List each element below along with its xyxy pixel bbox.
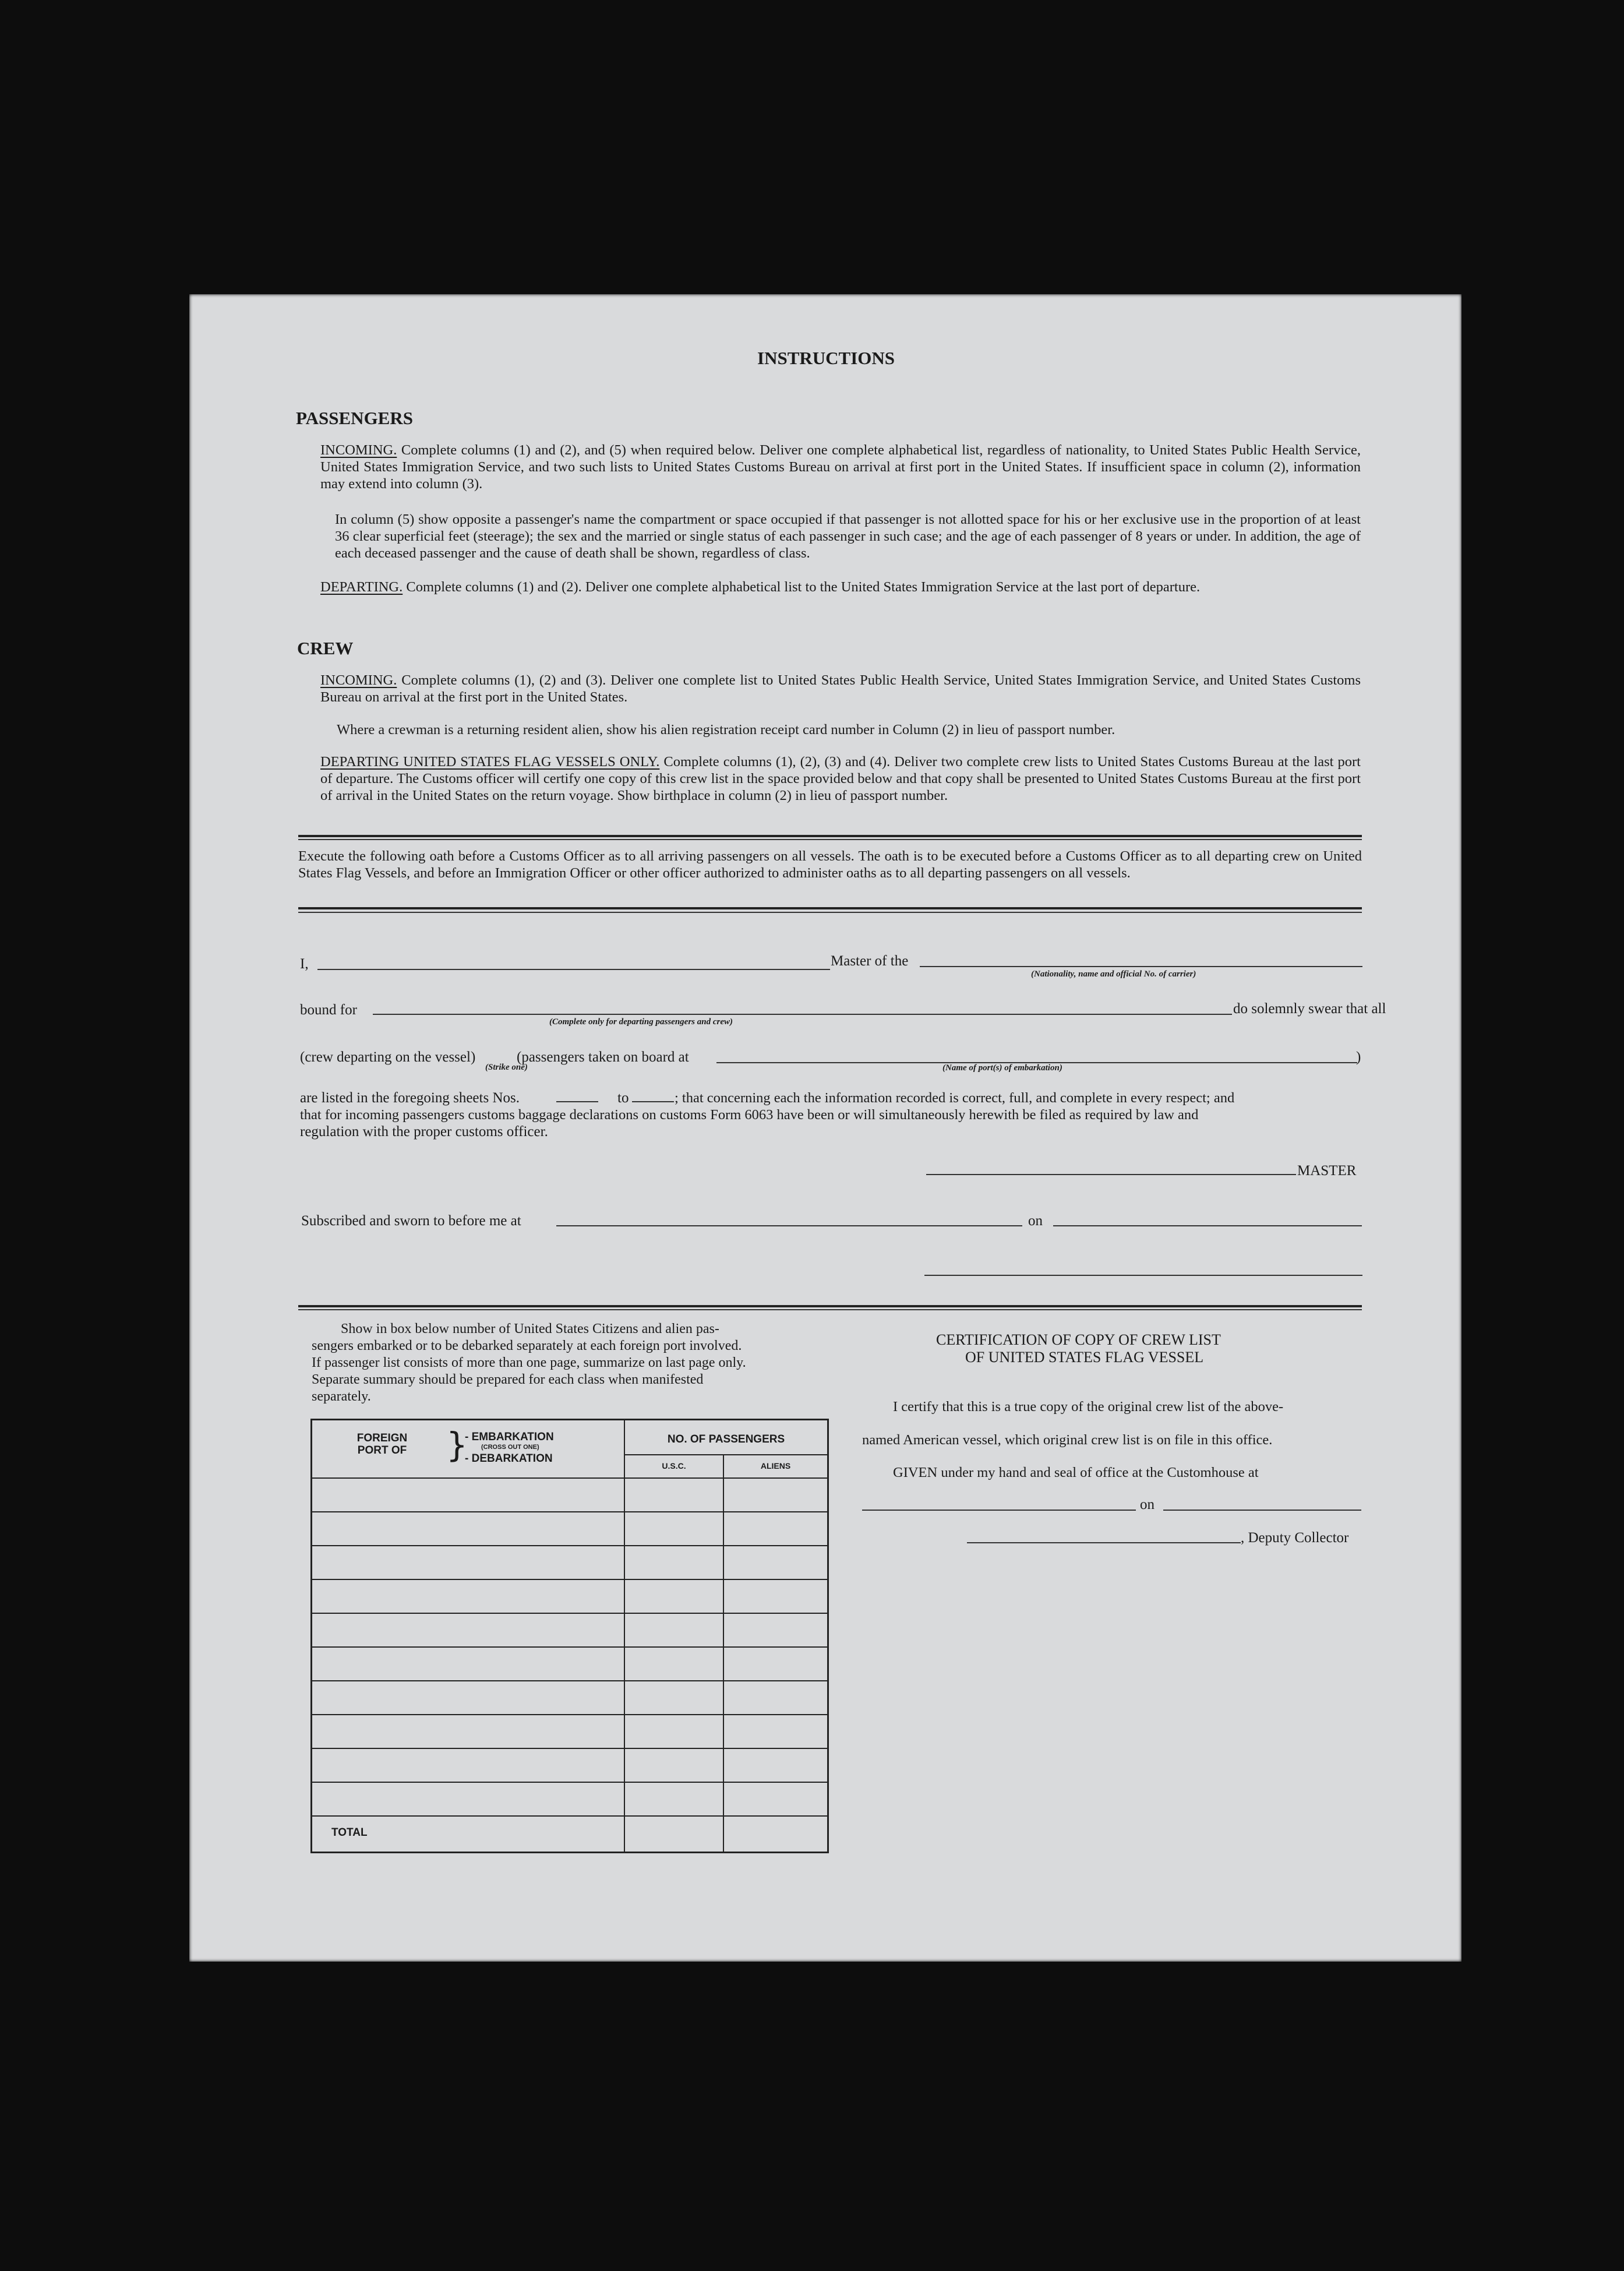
table-row-line xyxy=(312,1646,827,1648)
divider-bottom-thin xyxy=(298,1309,1362,1310)
oath-listed-post: ; that concerning each the information recorded is correct, full, and complete in every respect; and xyxy=(675,1090,1235,1106)
crew-departing xyxy=(320,753,1361,804)
crew-resident: Where a crewman is a returning resident alien, show his alien registration receipt card number in Column (2) in lieu of passport number. xyxy=(337,722,1115,738)
passengers-departing xyxy=(320,579,1361,595)
table-row-line xyxy=(312,1613,827,1614)
table-row-line xyxy=(312,1680,827,1681)
subscribed-place-line xyxy=(556,1225,1022,1226)
oath-name-line xyxy=(317,969,830,970)
certification-date-line xyxy=(1163,1510,1361,1511)
oath-listed-line2: that for incoming passengers customs baggage declarations on customs Form 6063 have been or will simultaneously herewith be filed as required by law and xyxy=(300,1107,1199,1123)
table-row-line xyxy=(312,1748,827,1749)
oath-do-solemnly: do solemnly swear that all xyxy=(1233,1001,1386,1017)
debarkation-label: - DEBARKATION xyxy=(465,1452,553,1465)
oath-strike-one: (Strike one) xyxy=(485,1063,528,1072)
certification-title-1: CERTIFICATION OF COPY OF CREW LIST xyxy=(936,1331,1221,1348)
oath-sheets-to-line xyxy=(632,1101,674,1102)
summary-line-1: Show in box below number of United States Citizens and alien pas- xyxy=(341,1321,719,1336)
certification-title-2: OF UNITED STATES FLAG VESSEL xyxy=(965,1349,1204,1366)
oath-listed-pre: are listed in the foregoing sheets Nos. xyxy=(300,1090,520,1106)
oath-listed-to: to xyxy=(617,1090,629,1106)
table-col-divider-2 xyxy=(723,1454,724,1852)
crew-incoming-label: INCOMING. xyxy=(320,672,397,688)
passengers-incoming-text: Complete columns (1) and (2), and (5) when required below. Deliver one complete alphabetical list, regardless of nationality, to United States Public Health Service, United States Immigration Service, and two such lists to United States Customs Bureau on arrival at first port in the United States. If insufficient space in column (2), information may extend into column (3). xyxy=(320,442,1361,492)
certification-place-line xyxy=(862,1510,1136,1511)
table-row-line xyxy=(312,1782,827,1783)
summary-line-4: Separate summary should be prepared for each class when manifested xyxy=(312,1372,704,1387)
table-row-line xyxy=(312,1579,827,1580)
deputy-signature-line xyxy=(967,1542,1241,1543)
officer-signature-line xyxy=(924,1275,1362,1276)
table-header-split xyxy=(625,1454,827,1455)
certification-line-2: named American vessel, which original crew list is on file in this office. xyxy=(862,1432,1273,1448)
oath-listed-line3: regulation with the proper customs officer. xyxy=(300,1124,548,1140)
deputy-collector-label: , Deputy Collector xyxy=(1241,1530,1349,1546)
oath-sheets-from-line xyxy=(556,1101,598,1102)
oath-crew-departing: (crew departing on the vessel) xyxy=(300,1049,476,1065)
usc-label: U.S.C. xyxy=(662,1461,686,1470)
certification-line-3: GIVEN under my hand and seal of office at the Customhouse at xyxy=(893,1465,1259,1480)
summary-line-2: sengers embarked or to be debarked separately at each foreign port involved. xyxy=(312,1338,742,1353)
summary-line-3: If passenger list consists of more than one page, summarize on last page only. xyxy=(312,1355,746,1370)
passenger-summary-table xyxy=(310,1419,829,1853)
master-label: MASTER xyxy=(1297,1163,1357,1179)
table-row-line xyxy=(312,1511,827,1512)
oath-i: I, xyxy=(300,956,309,972)
crew-departing-text: Complete columns (1), (2), (3) and (4). Deliver two complete crew lists to United States Customs Bureau at the last port of departure. The Customs officer will certify one copy of this crew list in the space provided below and that copy shall be presented to United States Customs Bureau at the first port of arrival in the United States on the return voyage. Show birthplace in column (2) in lieu of passport number. xyxy=(320,754,1361,803)
certification-on: on xyxy=(1140,1497,1155,1512)
table-row-line xyxy=(312,1545,827,1546)
passengers-departing-label: DEPARTING. xyxy=(320,579,403,595)
oath-bound-for: bound for xyxy=(300,1002,357,1018)
crew-heading: CREW xyxy=(297,638,354,658)
aliens-label: ALIENS xyxy=(760,1461,791,1470)
embarkation-label: - EMBARKATION xyxy=(465,1431,554,1443)
master-signature-line xyxy=(926,1174,1296,1175)
passengers-incoming-label: INCOMING. xyxy=(320,442,397,458)
subscribed-on: on xyxy=(1028,1213,1043,1229)
divider-bottom xyxy=(298,1305,1362,1307)
certification-line-1: I certify that this is a true copy of the original crew list of the above- xyxy=(893,1399,1284,1415)
oath-instruction: Execute the following oath before a Customs Officer as to all arriving passengers on all vessels. The oath is to be executed before a Customs Officer as to all departing crew on United States Flag Vessels, and before an Immigration Officer or other officer authorized to administer oaths as to all departing passengers on all vessels. xyxy=(298,848,1362,881)
brace-icon: } xyxy=(446,1425,468,1465)
table-row-line xyxy=(312,1714,827,1715)
no-passengers-label: NO. OF PASSENGERS xyxy=(667,1433,785,1445)
passengers-heading: PASSENGERS xyxy=(296,408,413,428)
oath-close-paren: ) xyxy=(1356,1049,1361,1065)
crew-departing-label: DEPARTING UNITED STATES FLAG VESSELS ONLY. xyxy=(320,754,660,770)
summary-line-5: separately. xyxy=(312,1389,371,1404)
table-row-line xyxy=(312,1815,827,1817)
oath-passengers-taken: (passengers taken on board at xyxy=(517,1049,689,1065)
divider-top-thin xyxy=(298,839,1362,840)
divider-mid-thin xyxy=(298,912,1362,913)
total-label: TOTAL xyxy=(331,1826,368,1839)
passengers-departing-text: Complete columns (1) and (2). Deliver one complete alphabetical list to the United States Immigration Service at the last port of departure. xyxy=(406,579,1201,595)
oath-master-of-the: Master of the xyxy=(831,953,909,969)
crew-incoming xyxy=(320,672,1361,706)
page-title: INSTRUCTIONS xyxy=(757,348,895,368)
foreign-port-label: FOREIGN PORT OF xyxy=(356,1432,408,1457)
table-header-bottom xyxy=(312,1477,827,1479)
cross-out-label: (CROSS OUT ONE) xyxy=(481,1444,539,1451)
oath-carrier-line xyxy=(920,966,1362,967)
subscribed-label: Subscribed and sworn to before me at xyxy=(301,1213,521,1229)
passengers-column5: In column (5) show opposite a passenger's name the compartment or space occupied if that passenger is not allotted space for his or her exclusive use in the proportion of at least 36 clear superficial feet (steerage); the sex and the married or single status of each passenger in such case; and the age of each passenger of 8 years or under. In addition, the age of each deceased passenger and the cause of death shall be shown, regardless of class. xyxy=(335,512,1361,561)
crew-incoming-text: Complete columns (1), (2) and (3). Deliver one complete list to United States Public Health Service, United States Immigration Service, and United States Customs Bureau on arrival at the first port in the United States. xyxy=(320,672,1361,705)
divider-top xyxy=(298,835,1362,837)
oath-nationality-note: (Nationality, name and official No. of carrier) xyxy=(1031,969,1196,979)
oath-name-of-port: (Name of port(s) of embarkation) xyxy=(942,1063,1062,1073)
table-col-divider-1 xyxy=(624,1420,625,1852)
subscribed-date-line xyxy=(1053,1225,1362,1226)
oath-complete-only-note: (Complete only for departing passengers and crew) xyxy=(549,1017,733,1027)
passengers-incoming xyxy=(320,442,1361,492)
divider-mid xyxy=(298,907,1362,909)
form-page xyxy=(189,294,1461,1962)
oath-bound-line xyxy=(373,1014,1232,1015)
